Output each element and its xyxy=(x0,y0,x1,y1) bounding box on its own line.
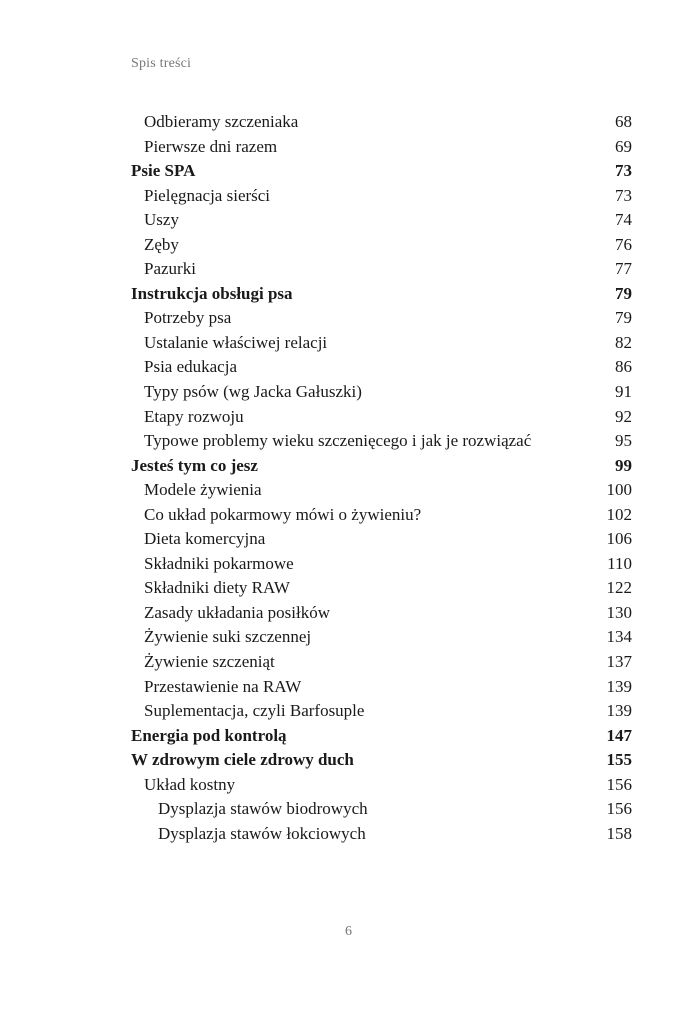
toc-entry-title: W zdrowym ciele zdrowy duch xyxy=(131,750,354,770)
toc-entry-title: Typowe problemy wieku szczenięcego i jak je rozwiązać xyxy=(144,431,532,451)
toc-entry-page: 73 xyxy=(615,185,632,205)
toc-section-entry xyxy=(131,306,632,331)
toc-chapter-entry xyxy=(131,282,632,307)
toc-entry-title: Jesteś tym co jesz xyxy=(131,455,258,475)
toc-section-entry xyxy=(131,625,632,650)
toc-entry-title: Instrukcja obsługi psa xyxy=(131,283,293,303)
toc-entry-page: 158 xyxy=(606,823,632,843)
toc-entry-page: 134 xyxy=(606,627,632,647)
toc-entry-title: Składniki diety RAW xyxy=(144,578,290,598)
toc-entry-title: Pielęgnacja sierści xyxy=(144,185,271,205)
toc-entry-page: 106 xyxy=(606,529,632,549)
running-head: Spis treści xyxy=(131,56,192,71)
toc-section-entry xyxy=(131,184,632,209)
toc-entry-title: Suplementacja, czyli Barfosuple xyxy=(144,701,365,721)
toc-entry-page: 69 xyxy=(615,136,632,156)
toc-section-entry xyxy=(131,650,632,675)
toc-entry-page: 110 xyxy=(607,553,632,573)
toc-entry-title: Psia edukacja xyxy=(144,357,237,377)
toc-section-entry xyxy=(131,699,632,724)
toc-entry-title: Modele żywienia xyxy=(144,480,262,500)
toc-entry-page: 73 xyxy=(615,161,632,181)
toc-section-entry xyxy=(131,429,632,454)
toc-section-entry xyxy=(131,773,632,798)
toc-entry-page: 102 xyxy=(606,504,632,524)
toc-section-entry xyxy=(131,503,632,528)
table-of-contents xyxy=(131,110,632,846)
toc-entry-page: 77 xyxy=(615,259,632,279)
toc-entry-title: Dieta komercyjna xyxy=(144,529,266,549)
toc-entry-page: 139 xyxy=(606,676,632,696)
toc-entry-title: Potrzeby psa xyxy=(144,308,232,328)
toc-entry-title: Żywienie szczeniąt xyxy=(144,652,275,672)
page-number: 6 xyxy=(345,924,352,939)
toc-entry-page: 156 xyxy=(606,799,632,819)
toc-section-entry xyxy=(131,331,632,356)
toc-entry-title: Odbieramy szczeniaka xyxy=(144,112,299,131)
toc-section-entry xyxy=(131,110,632,135)
toc-entry-title: Pierwsze dni razem xyxy=(144,136,278,156)
toc-entry-title: Dysplazja stawów biodrowych xyxy=(158,799,368,819)
toc-entry-title: Uszy xyxy=(144,210,179,230)
toc-entry-title: Składniki pokarmowe xyxy=(144,553,294,573)
toc-chapter-entry xyxy=(131,454,632,479)
toc-section-entry xyxy=(131,552,632,577)
toc-entry-page: 86 xyxy=(615,357,632,377)
toc-entry-title: Etapy rozwoju xyxy=(144,406,244,426)
toc-entry-page: 100 xyxy=(606,480,632,500)
toc-section-entry xyxy=(131,405,632,430)
toc-section-entry xyxy=(131,478,632,503)
toc-entry-page: 74 xyxy=(615,210,632,230)
toc-section-entry xyxy=(131,208,632,233)
toc-section-entry xyxy=(131,355,632,380)
toc-section-entry xyxy=(131,576,632,601)
toc-entry-title: Przestawienie na RAW xyxy=(144,676,302,696)
toc-entry-page: 156 xyxy=(606,774,632,794)
toc-subsection-entry xyxy=(131,822,632,847)
toc-chapter-entry xyxy=(131,159,632,184)
toc-section-entry xyxy=(131,233,632,258)
toc-entry-page: 155 xyxy=(606,750,632,770)
toc-entry-title: Psie SPA xyxy=(131,161,196,181)
toc-entry-page: 79 xyxy=(615,308,632,328)
toc-entry-page: 122 xyxy=(606,578,632,598)
toc-entry-page: 95 xyxy=(615,431,632,451)
toc-entry-page: 99 xyxy=(615,455,632,475)
toc-chapter-entry xyxy=(131,748,632,773)
toc-subsection-entry xyxy=(131,797,632,822)
toc-entry-title: Ustalanie właściwej relacji xyxy=(144,332,328,352)
toc-entry-title: Żywienie suki szczennej xyxy=(144,627,312,647)
toc-section-entry xyxy=(131,675,632,700)
toc-entry-title: Zasady układania posiłków xyxy=(144,602,331,622)
toc-entry-title: Energia pod kontrolą xyxy=(131,725,287,745)
toc-entry-page: 139 xyxy=(606,701,632,721)
toc-section-entry xyxy=(131,527,632,552)
toc-entry-page: 76 xyxy=(615,234,632,254)
toc-section-entry xyxy=(131,380,632,405)
toc-section-entry xyxy=(131,601,632,626)
toc-entry-page: 82 xyxy=(615,332,632,352)
toc-entry-page: 92 xyxy=(615,406,632,426)
toc-entry-title: Układ kostny xyxy=(144,774,236,794)
toc-entry-page: 68 xyxy=(615,112,632,131)
toc-entry-page: 130 xyxy=(606,602,632,622)
toc-section-entry xyxy=(131,135,632,160)
toc-entry-page: 91 xyxy=(615,382,632,402)
toc-entry-title: Pazurki xyxy=(144,259,196,279)
toc-entry-title: Co układ pokarmowy mówi o żywieniu? xyxy=(144,504,422,524)
toc-entry-page: 79 xyxy=(615,283,632,303)
toc-entry-title: Dysplazja stawów łokciowych xyxy=(158,823,366,843)
toc-section-entry xyxy=(131,257,632,282)
toc-chapter-entry xyxy=(131,724,632,749)
toc-entry-page: 147 xyxy=(606,725,632,745)
toc-entry-title: Zęby xyxy=(144,234,179,254)
toc-entry-title: Typy psów (wg Jacka Gałuszki) xyxy=(144,382,362,402)
toc-entry-page: 137 xyxy=(606,652,632,672)
